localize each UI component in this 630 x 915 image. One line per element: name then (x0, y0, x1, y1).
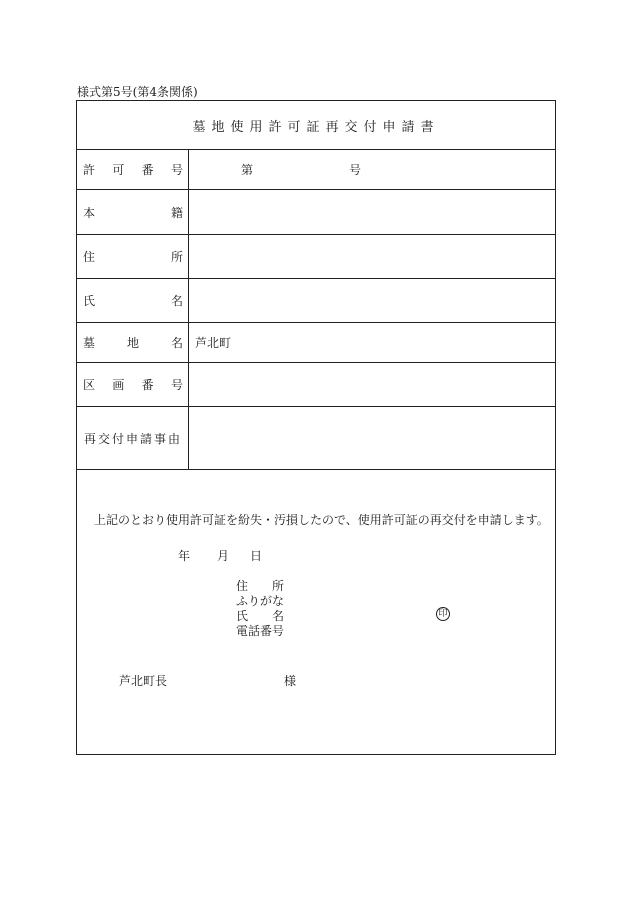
honorific-sama: 様 (284, 674, 297, 688)
name-field[interactable] (189, 279, 555, 322)
permit-number-label (77, 150, 189, 189)
label-char: 可 (112, 163, 125, 177)
label-char: 番 (141, 378, 154, 392)
date-month: 月 (217, 549, 230, 563)
reason-row (77, 407, 555, 470)
label-char: 号 (170, 163, 183, 177)
permit-dai-text: 第 (241, 163, 254, 177)
honseki-field[interactable] (189, 190, 555, 234)
reason-label-text: 再交付申請事由 (83, 431, 182, 446)
permit-go-text: 号 (349, 163, 362, 177)
label-char: 画 (112, 378, 125, 392)
label-char: 区 (83, 378, 96, 392)
form-title: 墓地使用許可証再交付申請書 (192, 119, 440, 135)
label-char: 籍 (170, 205, 183, 220)
name-row (77, 279, 555, 323)
cemetery-field[interactable]: 芦北町 (195, 336, 232, 350)
label-char: 氏 (83, 294, 96, 308)
honseki-label (77, 190, 189, 234)
mayor-addressee: 芦北町長 (119, 674, 168, 688)
section-number-field[interactable] (189, 363, 555, 406)
reason-label (77, 407, 189, 469)
address-row (77, 235, 555, 279)
applicant-address-label: 住 所 (236, 579, 285, 593)
seal-mark: 印 (436, 607, 450, 621)
label-char: 号 (170, 378, 183, 392)
cemetery-label (77, 323, 189, 362)
address-label (77, 235, 189, 278)
label-char: 本 (83, 205, 96, 220)
label-char: 名 (170, 336, 183, 350)
date-year: 年 (178, 549, 191, 563)
label-char: 地 (126, 336, 139, 350)
section-number-label (77, 363, 189, 406)
label-char: 許 (83, 163, 96, 177)
declaration-area (77, 470, 555, 754)
section-number-row (77, 363, 555, 407)
cemetery-row (77, 323, 555, 363)
applicant-phone-label: 電話番号 (236, 624, 285, 638)
label-char: 住 (83, 250, 96, 264)
application-form (76, 100, 556, 755)
date-day: 日 (250, 549, 263, 563)
permit-number-field[interactable] (189, 150, 555, 189)
label-char: 番 (141, 163, 154, 177)
label-char: 名 (170, 294, 183, 308)
reason-field[interactable] (189, 407, 555, 469)
address-field[interactable] (189, 235, 555, 278)
label-char: 所 (170, 250, 183, 264)
honseki-row (77, 190, 555, 235)
declaration-statement: 上記のとおり使用許可証を紛失・汚損したので、使用許可証の再交付を申請します。 (94, 513, 549, 527)
permit-number-row (77, 150, 555, 190)
label-char: 墓 (83, 336, 96, 350)
applicant-furigana-label: ふりがな (236, 594, 285, 608)
name-label (77, 279, 189, 322)
form-number-label: 様式第5号(第4条関係) (77, 85, 198, 99)
form-title-row (77, 101, 555, 150)
applicant-name-label: 氏 名 (236, 609, 285, 623)
